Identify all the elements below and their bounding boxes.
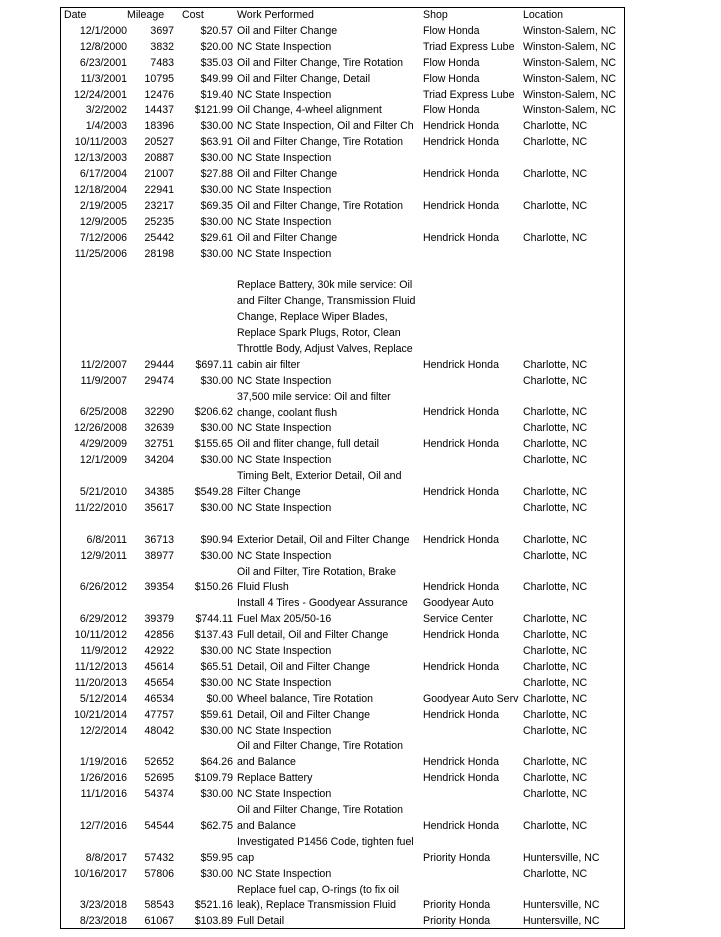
work-performed-cell: 37,500 mile service: Oil and filter change, coolant flush bbox=[237, 390, 391, 419]
date-cell: 11/1/2016 bbox=[80, 788, 127, 801]
cost-cell: $0.00 bbox=[206, 692, 233, 705]
cost-cell: $744.11 bbox=[195, 613, 233, 626]
table-row bbox=[61, 914, 624, 930]
table-row bbox=[61, 867, 624, 883]
shop-cell: Hendrick Honda bbox=[423, 772, 499, 785]
cost-cell: $103.89 bbox=[194, 915, 233, 928]
mileage-cell: 45654 bbox=[144, 676, 174, 689]
mileage-cell: 7483 bbox=[150, 56, 174, 69]
date-cell: 6/25/2008 bbox=[79, 406, 127, 419]
date-cell: 12/9/2005 bbox=[79, 215, 127, 228]
table-row bbox=[61, 374, 624, 390]
date-cell: 1/26/2016 bbox=[79, 772, 127, 785]
work-performed-cell: NC State Inspection bbox=[237, 422, 332, 435]
shop-cell: Flow Honda bbox=[423, 72, 480, 85]
work-performed-cell: NC State Inspection bbox=[237, 788, 332, 801]
mileage-cell: 3697 bbox=[150, 24, 174, 37]
table-row bbox=[61, 215, 624, 231]
mileage-cell: 22941 bbox=[144, 183, 174, 196]
date-cell: 11/2/2007 bbox=[80, 358, 127, 371]
date-cell: 12/1/2009 bbox=[79, 454, 127, 467]
shop-cell: Goodyear Auto Service Center bbox=[423, 597, 494, 626]
work-performed-cell: Wheel balance, Tire Rotation bbox=[237, 692, 374, 705]
location-cell: Charlotte, NC bbox=[523, 645, 588, 657]
date-cell: 12/26/2008 bbox=[73, 422, 127, 435]
table-row bbox=[61, 453, 624, 469]
table-row bbox=[61, 660, 624, 676]
work-performed-cell: NC State Inspection bbox=[237, 454, 332, 467]
date-cell: 6/17/2004 bbox=[79, 168, 127, 180]
cost-cell: $30.00 bbox=[200, 676, 233, 689]
work-performed-cell: Oil Change, 4-wheel alignment bbox=[237, 104, 382, 117]
mileage-cell: 38977 bbox=[144, 549, 174, 562]
table-row bbox=[61, 421, 624, 437]
table-row bbox=[61, 596, 624, 628]
mileage-cell: 32751 bbox=[144, 438, 174, 451]
location-cell: Charlotte, NC bbox=[523, 485, 588, 498]
table-row bbox=[61, 103, 624, 119]
cost-cell: $30.00 bbox=[200, 549, 233, 562]
cost-cell: $30.00 bbox=[200, 788, 233, 801]
date-cell: 6/29/2012 bbox=[79, 613, 127, 626]
date-cell: 12/9/2011 bbox=[80, 549, 127, 562]
work-performed-cell: Oil and fliter change, full detail bbox=[237, 438, 379, 451]
date-cell: 5/21/2010 bbox=[79, 485, 127, 498]
work-performed-cell: NC State Inspection bbox=[237, 40, 332, 53]
shop-cell: Hendrick Honda bbox=[423, 358, 499, 371]
shop-cell: Flow Honda bbox=[423, 56, 480, 69]
cost-cell: $549.28 bbox=[194, 485, 233, 498]
location-cell: Charlotte, NC bbox=[523, 406, 588, 419]
cost-cell: $29.61 bbox=[200, 231, 233, 244]
cost-cell: $49.99 bbox=[200, 72, 233, 85]
table-row bbox=[61, 724, 624, 740]
work-performed-cell: Oil and Filter Change, Detail bbox=[237, 72, 371, 85]
work-performed-cell: Replace Battery, 30k mile service: Oil and Filter Change, Transmission Fluid Change, Replace Wiper Blades, Replace Spark Plugs, Rotor, Clean Throttle Body, Adjust Valves, Replace cabin air filter bbox=[237, 279, 416, 371]
work-performed-cell: NC State Inspection bbox=[237, 549, 332, 562]
work-performed-cell: Oil and Filter Change, Tire Rotation and Balance bbox=[237, 740, 404, 769]
header-date: Date bbox=[64, 9, 87, 21]
cost-cell: $109.79 bbox=[194, 772, 233, 785]
mileage-cell: 52695 bbox=[144, 772, 174, 785]
shop-cell: Hendrick Honda bbox=[423, 231, 499, 244]
date-cell: 8/23/2018 bbox=[79, 915, 127, 928]
header-cost: Cost bbox=[182, 9, 204, 21]
table-row bbox=[61, 835, 624, 867]
date-cell: 10/16/2017 bbox=[73, 867, 127, 880]
work-performed-cell: NC State Inspection bbox=[237, 215, 332, 228]
header-mileage: Mileage bbox=[127, 9, 165, 21]
work-performed-cell: Oil and Filter Change, Tire Rotation bbox=[237, 199, 404, 212]
date-cell: 10/11/2003 bbox=[74, 136, 127, 149]
shop-cell: Hendrick Honda bbox=[423, 819, 499, 832]
mileage-cell: 34385 bbox=[144, 485, 174, 498]
maintenance-log-sheet bbox=[60, 7, 625, 929]
cost-cell: $150.26 bbox=[194, 581, 233, 594]
mileage-cell: 10795 bbox=[144, 72, 174, 85]
work-performed-cell: Install 4 Tires - Goodyear Assurance Fuel Max 205/50-16 bbox=[237, 597, 408, 626]
mileage-cell: 45614 bbox=[144, 660, 174, 673]
work-performed-cell: Exterior Detail, Oil and Filter Change bbox=[237, 533, 410, 546]
location-cell: Charlotte, NC bbox=[523, 756, 588, 769]
table-row bbox=[61, 247, 624, 263]
cost-cell: $59.95 bbox=[200, 851, 233, 864]
table-row bbox=[61, 151, 624, 167]
date-cell: 7/12/2006 bbox=[79, 231, 127, 244]
table-row bbox=[61, 40, 624, 56]
mileage-cell: 34204 bbox=[144, 454, 174, 467]
date-cell: 2/19/2005 bbox=[79, 199, 127, 212]
date-cell: 11/20/2013 bbox=[74, 676, 127, 689]
cost-cell: $59.61 bbox=[200, 708, 233, 721]
location-cell: Charlotte, NC bbox=[523, 788, 588, 801]
work-performed-cell: Oil and Filter, Tire Rotation, Brake Fluid Flush bbox=[237, 565, 396, 594]
shop-cell: Priority Honda bbox=[423, 915, 491, 928]
date-cell: 12/13/2003 bbox=[73, 152, 127, 165]
location-cell: Huntersville, NC bbox=[523, 899, 600, 912]
work-performed-cell: NC State Inspection bbox=[237, 867, 332, 880]
mileage-cell: 54544 bbox=[144, 819, 174, 832]
table-row bbox=[61, 676, 624, 692]
date-cell: 3/2/2002 bbox=[85, 104, 127, 117]
work-performed-cell: Investigated P1456 Code, tighten fuel cap bbox=[237, 835, 414, 864]
work-performed-cell: Replace Battery bbox=[237, 772, 313, 785]
mileage-cell: 61067 bbox=[144, 915, 174, 928]
table-row bbox=[61, 628, 624, 644]
table-row bbox=[61, 533, 624, 549]
mileage-cell: 21007 bbox=[144, 168, 174, 180]
date-cell: 11/22/2010 bbox=[74, 501, 127, 514]
location-cell: Charlotte, NC bbox=[523, 454, 588, 467]
shop-cell: Hendrick Honda bbox=[423, 438, 499, 451]
table-row bbox=[61, 708, 624, 724]
mileage-cell: 23217 bbox=[144, 199, 174, 212]
shop-cell: Hendrick Honda bbox=[423, 708, 499, 721]
table-row bbox=[61, 72, 624, 88]
cost-cell: $64.26 bbox=[200, 756, 233, 769]
cost-cell: $65.51 bbox=[200, 660, 233, 673]
cost-cell: $30.00 bbox=[200, 867, 233, 880]
location-cell: Charlotte, NC bbox=[523, 660, 588, 673]
table-row bbox=[61, 692, 624, 708]
cost-cell: $30.00 bbox=[200, 247, 233, 260]
table-row bbox=[61, 644, 624, 660]
cost-cell: $30.00 bbox=[200, 183, 233, 196]
table-row bbox=[61, 24, 624, 40]
location-cell: Charlotte, NC bbox=[523, 136, 588, 149]
mileage-cell: 12476 bbox=[144, 88, 174, 101]
cost-cell: $19.40 bbox=[200, 88, 233, 101]
table-row bbox=[61, 262, 624, 278]
mileage-cell: 57806 bbox=[144, 867, 174, 880]
cost-cell: $30.00 bbox=[200, 501, 233, 514]
mileage-cell: 36713 bbox=[144, 533, 174, 546]
date-cell: 12/2/2014 bbox=[79, 724, 127, 737]
table-row bbox=[61, 883, 624, 915]
cost-cell: $30.00 bbox=[200, 374, 233, 387]
work-performed-cell: Detail, Oil and Filter Change bbox=[237, 660, 371, 673]
mileage-cell: 42922 bbox=[144, 645, 174, 657]
work-performed-cell: NC State Inspection bbox=[237, 183, 332, 196]
location-cell: Charlotte, NC bbox=[523, 438, 588, 451]
shop-cell: Hendrick Honda bbox=[423, 199, 499, 212]
table-row bbox=[61, 199, 624, 215]
location-cell: Huntersville, NC bbox=[523, 851, 600, 864]
cost-cell: $20.57 bbox=[200, 24, 233, 37]
cost-cell: $206.62 bbox=[194, 406, 233, 419]
location-cell: Winston-Salem, NC bbox=[523, 56, 617, 69]
cost-cell: $27.88 bbox=[200, 168, 233, 180]
shop-cell: Priority Honda bbox=[423, 851, 491, 864]
work-performed-cell: Oil and Filter Change, Tire Rotation and Balance bbox=[237, 804, 404, 832]
work-performed-cell: Detail, Oil and Filter Change bbox=[237, 708, 371, 721]
mileage-cell: 42856 bbox=[144, 629, 174, 642]
location-cell: Charlotte, NC bbox=[523, 374, 588, 387]
shop-cell: Hendrick Honda bbox=[423, 168, 499, 180]
shop-cell: Hendrick Honda bbox=[423, 406, 499, 419]
work-performed-cell: NC State Inspection bbox=[237, 501, 332, 514]
cost-cell: $697.11 bbox=[195, 358, 233, 371]
mileage-cell: 20527 bbox=[144, 136, 174, 149]
work-performed-cell: NC State Inspection bbox=[237, 88, 332, 101]
location-cell: Charlotte, NC bbox=[523, 168, 588, 180]
cost-cell: $63.91 bbox=[200, 136, 233, 149]
date-cell: 8/8/2017 bbox=[85, 851, 127, 864]
work-performed-cell: NC State Inspection bbox=[237, 724, 332, 737]
mileage-cell: 3832 bbox=[150, 40, 174, 53]
work-performed-cell: Oil and Filter Change bbox=[237, 168, 338, 180]
work-performed-cell: NC State Inspection bbox=[237, 676, 332, 689]
date-cell: 4/29/2009 bbox=[79, 438, 127, 451]
header-work-performed: Work Performed bbox=[237, 9, 314, 21]
date-cell: 10/11/2012 bbox=[74, 629, 127, 642]
shop-cell: Triad Express Lube bbox=[423, 40, 515, 53]
date-cell: 11/25/2006 bbox=[74, 247, 127, 260]
location-cell: Winston-Salem, NC bbox=[523, 40, 617, 53]
cost-cell: $20.00 bbox=[200, 40, 233, 53]
shop-cell: Hendrick Honda bbox=[423, 485, 499, 498]
location-cell: Charlotte, NC bbox=[523, 501, 588, 514]
table-row bbox=[61, 390, 624, 422]
mileage-cell: 32290 bbox=[144, 406, 174, 419]
table-row bbox=[61, 56, 624, 72]
date-cell: 12/24/2001 bbox=[73, 88, 127, 101]
mileage-cell: 25442 bbox=[144, 231, 174, 244]
work-performed-cell: Oil and Filter Change bbox=[237, 24, 338, 37]
shop-cell: Hendrick Honda bbox=[423, 581, 499, 594]
table-row bbox=[61, 787, 624, 803]
date-cell: 3/23/2018 bbox=[79, 899, 127, 912]
location-cell: Charlotte, NC bbox=[523, 676, 588, 689]
mileage-cell: 18396 bbox=[144, 120, 174, 133]
header-shop: Shop bbox=[423, 9, 448, 21]
cost-cell: $30.00 bbox=[200, 152, 233, 165]
mileage-cell: 52652 bbox=[144, 756, 174, 769]
date-cell: 11/9/2012 bbox=[80, 645, 127, 657]
mileage-cell: 35617 bbox=[144, 501, 174, 514]
mileage-cell: 54374 bbox=[144, 788, 174, 801]
shop-cell: Flow Honda bbox=[423, 24, 480, 37]
work-performed-cell: Oil and Filter Change, Tire Rotation bbox=[237, 56, 404, 69]
mileage-cell: 28198 bbox=[144, 247, 174, 260]
shop-cell: Priority Honda bbox=[423, 899, 491, 912]
date-cell: 12/7/2016 bbox=[79, 819, 127, 832]
table-row bbox=[61, 231, 624, 247]
table-row bbox=[61, 565, 624, 597]
cost-cell: $30.00 bbox=[200, 454, 233, 467]
table-row bbox=[61, 278, 624, 373]
mileage-cell: 58543 bbox=[144, 899, 174, 912]
work-performed-cell: NC State Inspection, Oil and Filter Ch bbox=[237, 120, 414, 133]
work-performed-cell: Replace fuel cap, O-rings (to fix oil leak), Replace Transmission Fluid bbox=[237, 883, 399, 912]
location-cell: Charlotte, NC bbox=[523, 819, 588, 832]
shop-cell: Hendrick Honda bbox=[423, 629, 499, 642]
work-performed-cell: NC State Inspection bbox=[237, 374, 332, 387]
date-cell: 1/4/2003 bbox=[85, 120, 127, 133]
cost-cell: $62.75 bbox=[200, 819, 233, 832]
location-cell: Charlotte, NC bbox=[523, 724, 588, 737]
cost-cell: $30.00 bbox=[200, 120, 233, 133]
shop-cell: Hendrick Honda bbox=[423, 120, 499, 133]
cost-cell: $30.00 bbox=[200, 215, 233, 228]
cost-cell: $30.00 bbox=[200, 724, 233, 737]
date-cell: 10/21/2014 bbox=[73, 708, 127, 721]
location-cell: Charlotte, NC bbox=[523, 231, 588, 244]
cost-cell: $90.94 bbox=[200, 533, 233, 546]
date-cell: 12/8/2000 bbox=[79, 40, 127, 53]
location-cell: Charlotte, NC bbox=[523, 549, 588, 562]
cost-cell: $35.03 bbox=[200, 56, 233, 69]
work-performed-cell: NC State Inspection bbox=[237, 247, 332, 260]
table-row bbox=[61, 771, 624, 787]
cost-cell: $69.35 bbox=[200, 199, 233, 212]
date-cell: 11/9/2007 bbox=[80, 374, 127, 387]
mileage-cell: 39379 bbox=[144, 613, 174, 626]
table-row bbox=[61, 469, 624, 501]
shop-cell: Hendrick Honda bbox=[423, 756, 499, 769]
location-cell: Charlotte, NC bbox=[523, 533, 588, 546]
table-row bbox=[61, 135, 624, 151]
location-cell: Charlotte, NC bbox=[523, 422, 588, 435]
shop-cell: Hendrick Honda bbox=[423, 136, 499, 149]
mileage-cell: 20887 bbox=[144, 152, 174, 165]
table-row bbox=[61, 803, 624, 835]
cost-cell: $30.00 bbox=[200, 422, 233, 435]
location-cell: Huntersville, NC bbox=[523, 915, 600, 928]
shop-cell: Hendrick Honda bbox=[423, 660, 499, 673]
location-cell: Charlotte, NC bbox=[523, 867, 588, 880]
date-cell: 12/18/2004 bbox=[73, 183, 127, 196]
mileage-cell: 57432 bbox=[144, 851, 174, 864]
cost-cell: $155.65 bbox=[194, 438, 233, 451]
shop-cell: Goodyear Auto Serv bbox=[423, 692, 519, 705]
work-performed-cell: NC State Inspection bbox=[237, 152, 332, 165]
location-cell: Charlotte, NC bbox=[523, 581, 588, 594]
cost-cell: $30.00 bbox=[200, 645, 233, 657]
date-cell: 6/26/2012 bbox=[79, 581, 127, 594]
work-performed-cell: Oil and Filter Change bbox=[237, 231, 338, 244]
mileage-cell: 25235 bbox=[144, 215, 174, 228]
table-row bbox=[61, 119, 624, 135]
work-performed-cell: NC State Inspection bbox=[237, 645, 332, 657]
table-row bbox=[61, 88, 624, 104]
location-cell: Charlotte, NC bbox=[523, 199, 588, 212]
table-row bbox=[61, 437, 624, 453]
mileage-cell: 39354 bbox=[144, 581, 174, 594]
location-cell: Charlotte, NC bbox=[523, 629, 588, 642]
work-performed-cell: Full Detail bbox=[237, 915, 285, 928]
date-cell: 11/12/2013 bbox=[74, 660, 127, 673]
location-cell: Charlotte, NC bbox=[523, 120, 588, 133]
location-cell: Charlotte, NC bbox=[523, 613, 588, 626]
mileage-cell: 47757 bbox=[144, 708, 174, 721]
location-cell: Charlotte, NC bbox=[523, 772, 588, 785]
mileage-cell: 14437 bbox=[144, 104, 174, 117]
date-cell: 1/19/2016 bbox=[79, 756, 127, 769]
date-cell: 6/8/2011 bbox=[86, 533, 127, 546]
mileage-cell: 32639 bbox=[144, 422, 174, 435]
mileage-cell: 48042 bbox=[144, 724, 174, 737]
table-row bbox=[61, 167, 624, 183]
mileage-cell: 29474 bbox=[144, 374, 174, 387]
work-performed-cell: Oil and Filter Change, Tire Rotation bbox=[237, 136, 404, 149]
date-cell: 12/1/2000 bbox=[79, 24, 127, 37]
location-cell: Winston-Salem, NC bbox=[523, 24, 617, 37]
shop-cell: Hendrick Honda bbox=[423, 533, 499, 546]
location-cell: Charlotte, NC bbox=[523, 692, 588, 705]
cost-cell: $137.43 bbox=[194, 629, 233, 642]
date-cell: 11/3/2001 bbox=[80, 72, 127, 85]
location-cell: Charlotte, NC bbox=[523, 708, 588, 721]
cost-cell: $121.99 bbox=[194, 104, 233, 117]
shop-cell: Flow Honda bbox=[423, 104, 480, 117]
shop-cell: Triad Express Lube bbox=[423, 88, 515, 101]
date-cell: 5/12/2014 bbox=[79, 692, 127, 705]
table-row bbox=[61, 517, 624, 533]
header-row bbox=[61, 8, 624, 24]
table-row bbox=[61, 501, 624, 517]
location-cell: Winston-Salem, NC bbox=[523, 88, 617, 101]
table-row bbox=[61, 183, 624, 199]
location-cell: Winston-Salem, NC bbox=[523, 104, 617, 117]
table-row bbox=[61, 739, 624, 771]
table-row bbox=[61, 549, 624, 565]
location-cell: Charlotte, NC bbox=[523, 358, 588, 371]
cost-cell: $521.16 bbox=[194, 899, 233, 912]
mileage-cell: 29444 bbox=[144, 358, 174, 371]
header-location: Location bbox=[523, 9, 564, 21]
work-performed-cell: Full detail, Oil and Filter Change bbox=[237, 629, 389, 642]
date-cell: 6/23/2001 bbox=[79, 56, 127, 69]
location-cell: Winston-Salem, NC bbox=[523, 72, 617, 85]
work-performed-cell: Timing Belt, Exterior Detail, Oil and Filter Change bbox=[237, 470, 402, 498]
mileage-cell: 46534 bbox=[144, 692, 174, 705]
